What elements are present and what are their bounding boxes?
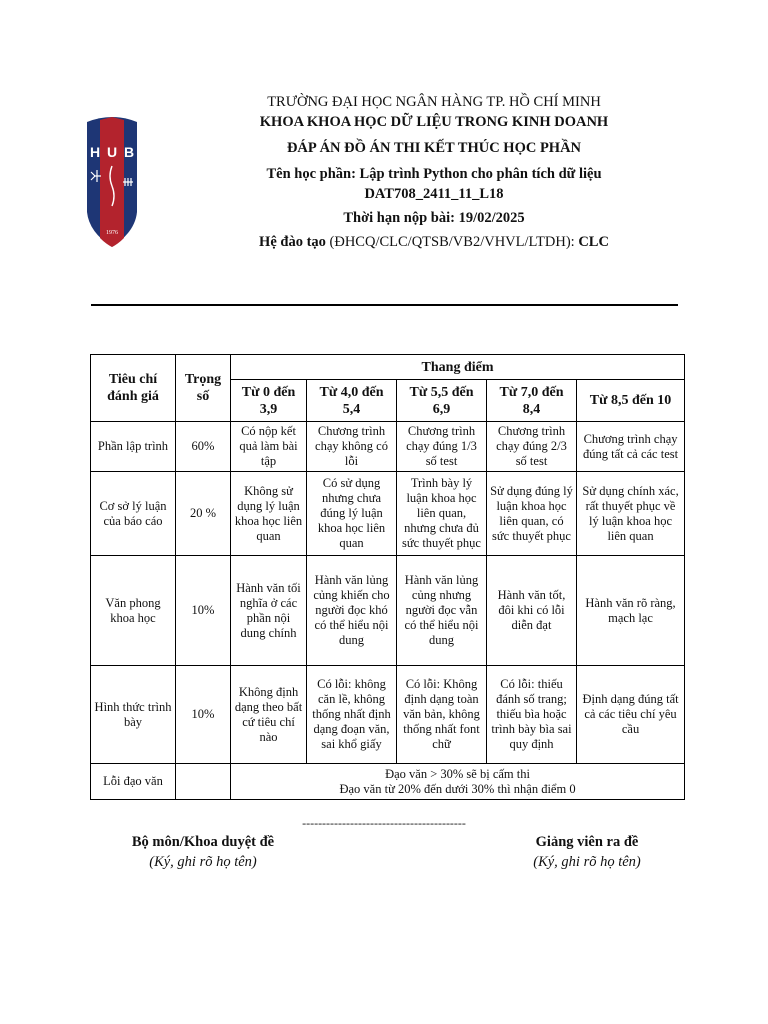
score-cell: Hành văn tối nghĩa ở các phần nội dung chính <box>231 556 307 666</box>
svg-text:B: B <box>123 144 135 160</box>
faculty-name: KHOA KHOA HỌC DỮ LIỆU TRONG KINH DOANH <box>259 114 609 130</box>
hub-shield-logo <box>85 116 139 248</box>
score-cell: Chương trình chạy đúng 1/3 số test <box>397 422 487 472</box>
document-header <box>200 92 668 252</box>
weight-cell: 60% <box>176 422 231 472</box>
deadline: Thời hạn nộp bài: 19/02/2025 <box>343 210 525 226</box>
plagiarism-rule-1: Đạo văn > 30% sẽ bị cấm thi <box>385 766 530 781</box>
criterion-cell: Lỗi đạo văn <box>91 764 176 800</box>
score-cell: Có lỗi: thiếu đánh số trang; thiếu bìa hoặc trình bày bìa sai quy định <box>487 666 577 764</box>
program-value: CLC <box>578 234 609 250</box>
course-label: Tên học phần <box>266 166 352 182</box>
criterion-cell: Phần lập trình <box>91 422 176 472</box>
table-row <box>91 472 685 556</box>
signature-divider: ----------------------------------------- <box>302 816 466 830</box>
program-options: (ĐHCQ/CLC/QTSB/VB2/VHVL/LTDH): <box>325 234 579 250</box>
score-cell: Chương trình chạy đúng tất cả các test <box>577 422 685 472</box>
table-row <box>91 764 685 800</box>
score-cell: Có lỗi: Không định dạng toàn văn bản, không thống nhất font chữ <box>397 666 487 764</box>
weight-cell <box>176 764 231 800</box>
signature-subtitle: (Ký, ghi rõ họ tên) <box>533 854 641 870</box>
signature-block-department <box>112 833 294 873</box>
document-title: ĐÁP ÁN ĐỒ ÁN THI KẾT THÚC HỌC PHẦN <box>286 140 582 156</box>
signature-block-lecturer <box>496 833 678 873</box>
signature-subtitle: (Ký, ghi rõ họ tên) <box>149 854 257 870</box>
score-cell: Trình bày lý luận khoa học liên quan, nhưng chưa đủ sức thuyết phục <box>397 472 487 556</box>
criterion-cell: Hình thức trình bày <box>91 666 176 764</box>
criterion-cell: Cơ sở lý luận của báo cáo <box>91 472 176 556</box>
svg-text:1976: 1976 <box>106 230 118 236</box>
course-name: : Lập trình Python cho phân tích dữ liệu <box>351 166 602 182</box>
score-cell: Có sử dụng nhưng chưa đúng lý luận khoa học liên quan <box>307 472 397 556</box>
level-header: Từ 8,5 đến 10 <box>577 380 685 422</box>
score-cell: Sử dụng đúng lý luận khoa học liên quan, có sức thuyết phục <box>487 472 577 556</box>
signature-title: Giảng viên ra đề <box>535 834 639 850</box>
score-cell: Không định dạng theo bất cứ tiêu chí nào <box>231 666 307 764</box>
level-header: Từ 7,0 đến 8,4 <box>487 380 577 422</box>
weight-cell: 10% <box>176 556 231 666</box>
plagiarism-rule-2: Đạo văn từ 20% đến dưới 30% thì nhận điểm 0 <box>339 781 576 796</box>
svg-text:H: H <box>89 144 101 160</box>
university-logo <box>85 116 139 248</box>
table-row <box>91 556 685 666</box>
table-row <box>91 666 685 764</box>
level-header: Từ 4,0 đến 5,4 <box>307 380 397 422</box>
svg-text:U: U <box>106 144 118 160</box>
criteria-header: Tiêu chí đánh giá <box>91 355 176 422</box>
score-cell: Sử dụng chính xác, rất thuyết phục về lý luận khoa học liên quan <box>577 472 685 556</box>
scale-header: Thang điểm <box>231 355 685 380</box>
score-cell: Chương trình chạy không có lỗi <box>307 422 397 472</box>
weight-header: Trọng số <box>176 355 231 422</box>
plagiarism-rule-cell <box>231 764 685 800</box>
weight-cell: 20 % <box>176 472 231 556</box>
score-cell: Hành văn lủng củng nhưng người đọc vẫn có thể hiểu nội dung <box>397 556 487 666</box>
weight-cell: 10% <box>176 666 231 764</box>
university-name: TRƯỜNG ĐẠI HỌC NGÂN HÀNG TP. HỒ CHÍ MINH <box>267 94 601 110</box>
score-cell: Hành văn rõ ràng, mạch lạc <box>577 556 685 666</box>
score-cell: Chương trình chạy đúng 2/3 số test <box>487 422 577 472</box>
header-divider <box>91 304 678 306</box>
table-row <box>91 422 685 472</box>
score-cell: Có nộp kết quả làm bài tập <box>231 422 307 472</box>
score-cell: Không sử dụng lý luận khoa học liên quan <box>231 472 307 556</box>
score-cell: Định dạng đúng tất cả các tiêu chí yêu cầu <box>577 666 685 764</box>
score-cell: Hành văn tốt, đôi khi có lỗi diễn đạt <box>487 556 577 666</box>
score-cell: Hành văn lủng củng khiến cho người đọc khó có thể hiểu nội dung <box>307 556 397 666</box>
program-label: Hệ đào tạo <box>259 234 326 250</box>
course-code: DAT708_2411_11_L18 <box>364 186 504 202</box>
score-cell: Có lỗi: không căn lề, không thống nhất định dạng đoạn văn, sai khổ giấy <box>307 666 397 764</box>
signature-title: Bộ môn/Khoa duyệt đề <box>131 834 275 850</box>
course-line <box>200 164 668 184</box>
program-line <box>200 232 668 252</box>
grading-rubric-table <box>90 354 685 800</box>
level-header: Từ 5,5 đến 6,9 <box>397 380 487 422</box>
criterion-cell: Văn phong khoa học <box>91 556 176 666</box>
level-header: Từ 0 đến 3,9 <box>231 380 307 422</box>
